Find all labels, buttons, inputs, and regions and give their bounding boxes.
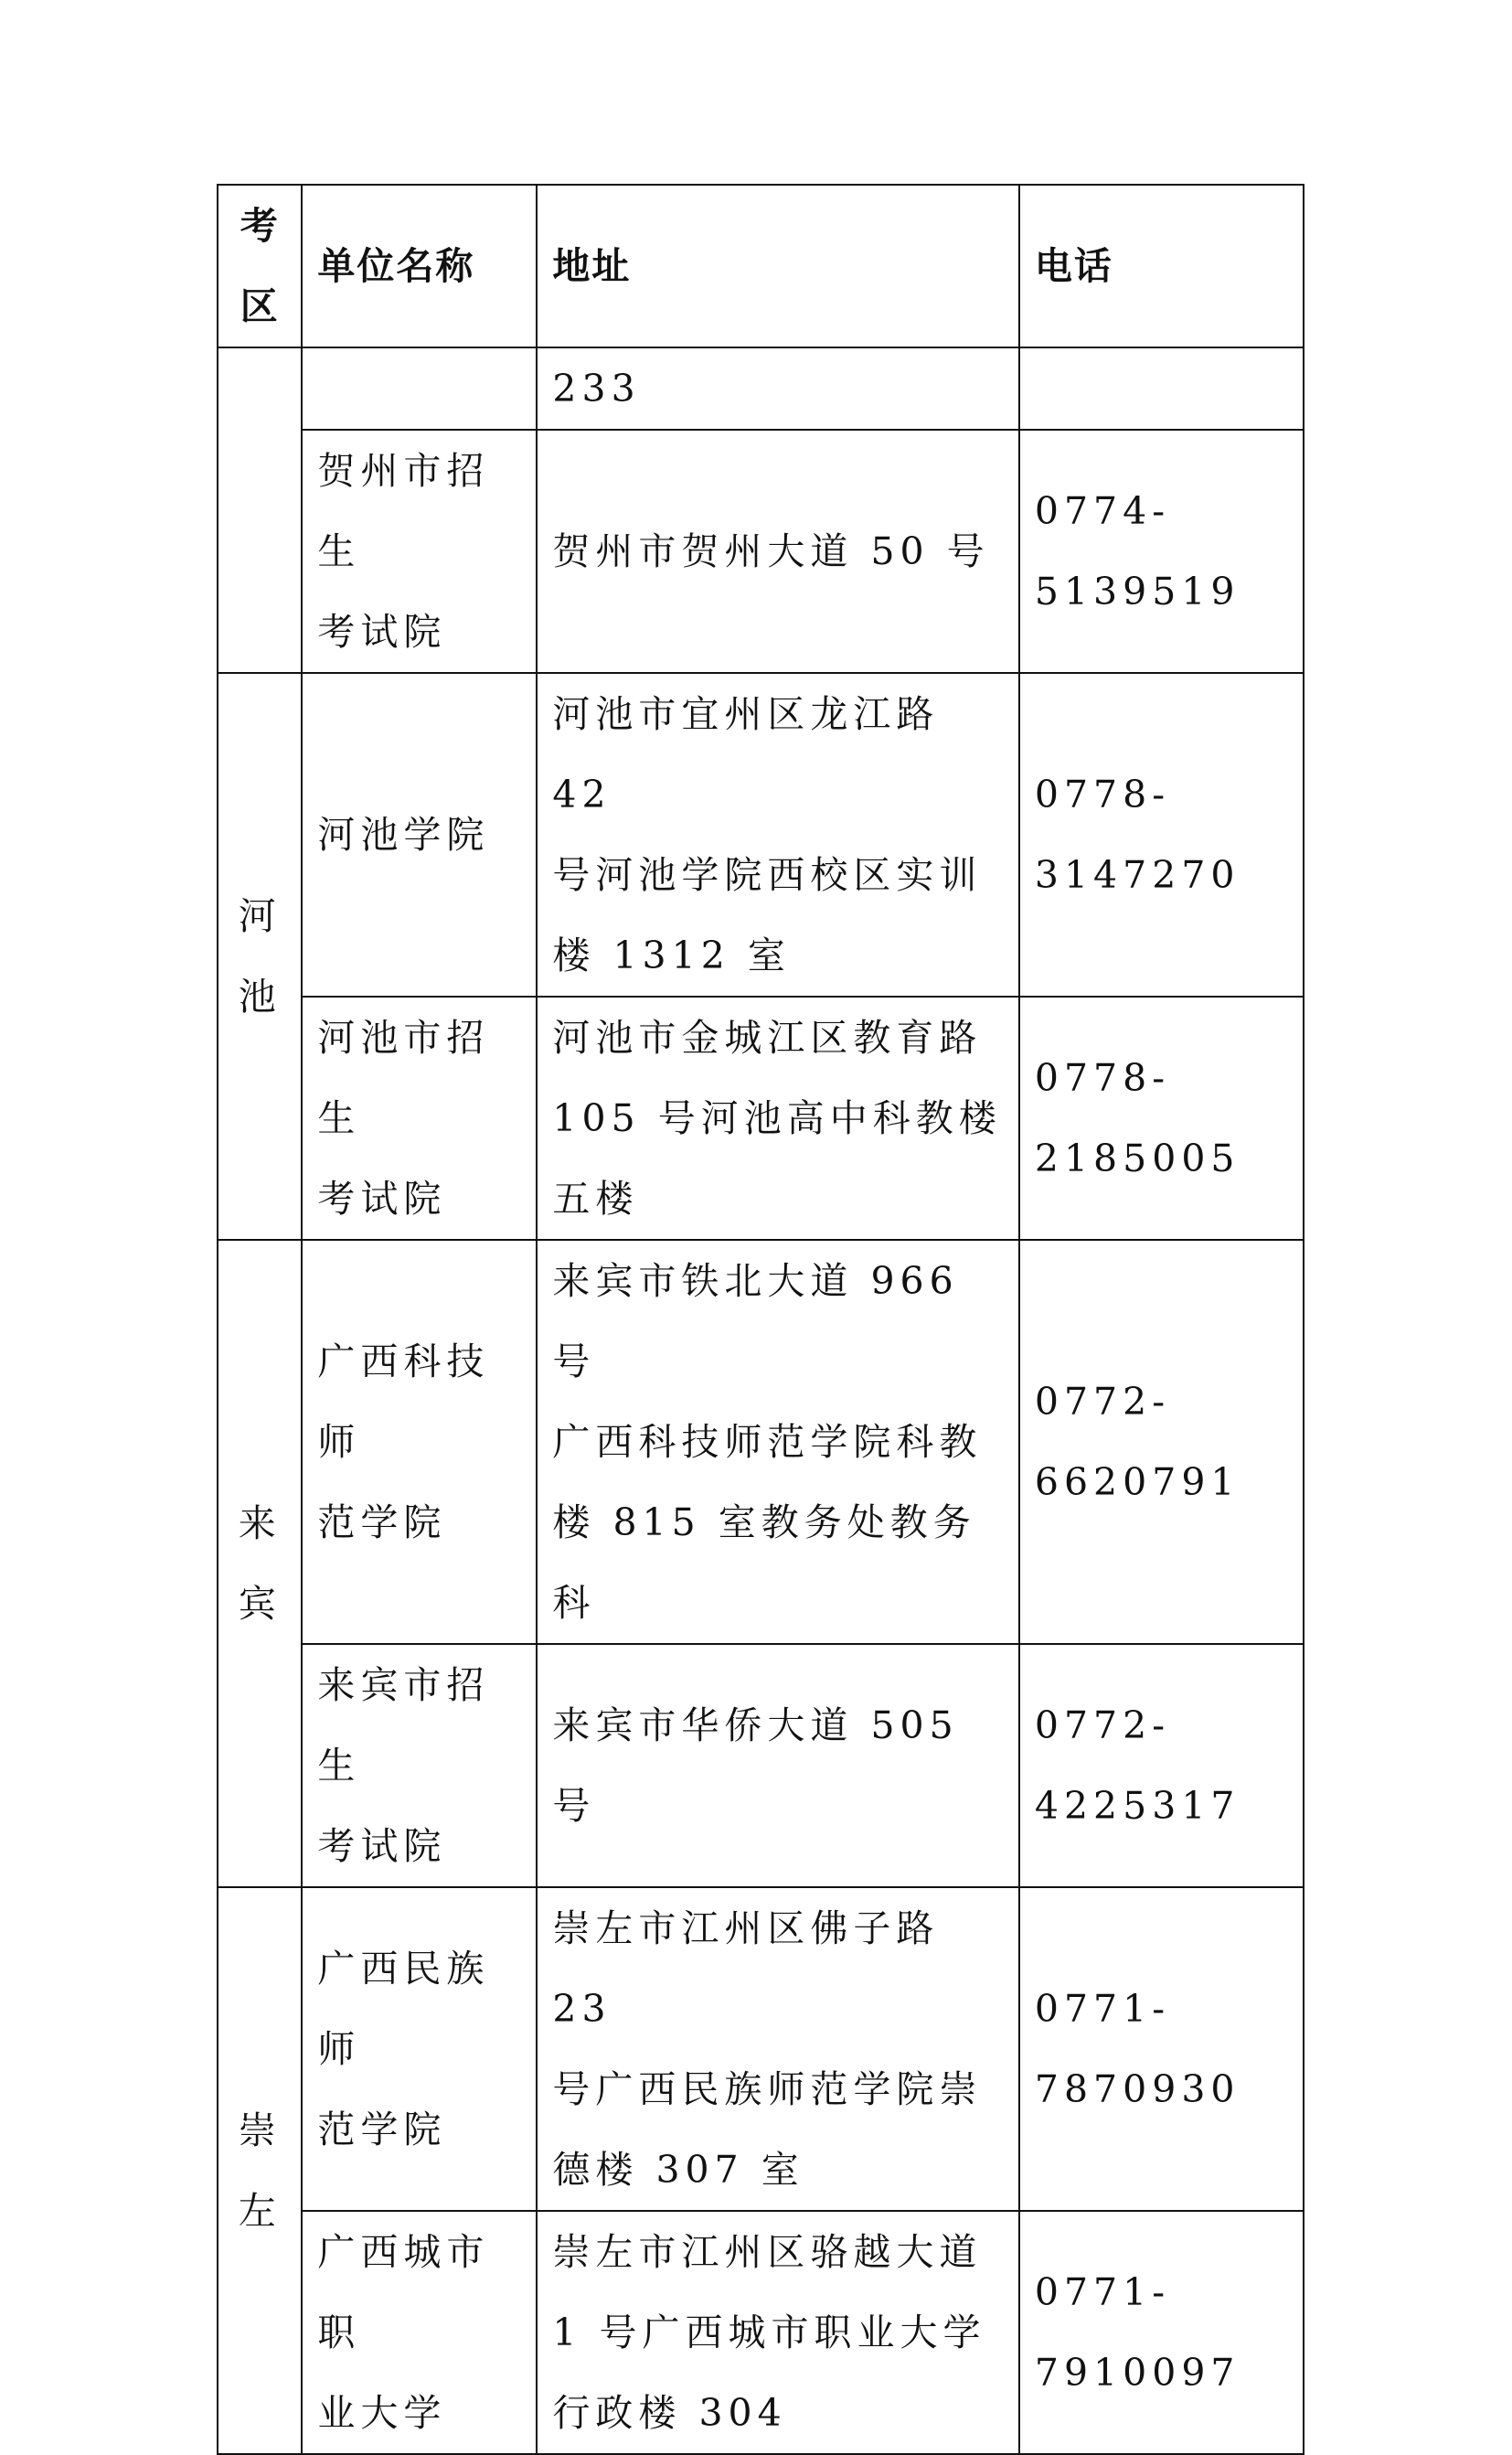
- phone-cell: 0774-5139519: [1019, 430, 1304, 673]
- table-row: [218, 673, 1304, 997]
- unit-cell: 广西科技师 范学院: [302, 1240, 537, 1644]
- address-cell: 来宾市铁北大道 966 号 广西科技师范学院科教 楼 815 室教务处教务科: [537, 1240, 1018, 1644]
- area-cell-chongzuo: 崇左: [218, 1887, 302, 2454]
- table-row: [218, 1644, 1304, 1887]
- address-cell: 河池市金城江区教育路 105 号河池高中科教楼 五楼: [537, 997, 1018, 1240]
- address-cell: 来宾市华侨大道 505 号: [537, 1644, 1018, 1887]
- header-unit-name: 单位名称: [302, 185, 537, 347]
- table-row: [218, 430, 1304, 673]
- address-cell: 崇左市江州区骆越大道 1 号广西城市职业大学 行政楼 304: [537, 2211, 1018, 2454]
- header-address: 地址: [537, 185, 1018, 347]
- header-area: 考区: [218, 185, 302, 347]
- unit-cell: 来宾市招生 考试院: [302, 1644, 537, 1887]
- area-cell-hezhou: [218, 347, 302, 673]
- unit-cell: 广西城市职 业大学: [302, 2211, 537, 2454]
- table-row: [218, 1240, 1304, 1644]
- phone-cell: 0778-2185005: [1019, 997, 1304, 1240]
- address-cell: 233: [537, 347, 1018, 430]
- phone-cell: 0771-7910097: [1019, 2211, 1304, 2454]
- table-row: [218, 2211, 1304, 2454]
- table-row: [218, 997, 1304, 1240]
- unit-cell: [302, 347, 537, 430]
- table-row: [218, 347, 1304, 430]
- unit-cell: 广西民族师 范学院: [302, 1887, 537, 2211]
- unit-cell: 河池学院: [302, 673, 537, 997]
- unit-cell: 河池市招生 考试院: [302, 997, 537, 1240]
- area-cell-hechi: 河池: [218, 673, 302, 1240]
- exam-site-table: [217, 184, 1304, 2455]
- phone-cell: 0772-6620791: [1019, 1240, 1304, 1644]
- header-phone: 电话: [1019, 185, 1304, 347]
- phone-cell: [1019, 347, 1304, 430]
- area-cell-laibin: 来宾: [218, 1240, 302, 1887]
- table-row: [218, 1887, 1304, 2211]
- phone-cell: 0771-7870930: [1019, 1887, 1304, 2211]
- address-cell: 崇左市江州区佛子路 23 号广西民族师范学院崇 德楼 307 室: [537, 1887, 1018, 2211]
- address-cell: 贺州市贺州大道 50 号: [537, 430, 1018, 673]
- table-header-row: [218, 185, 1304, 347]
- phone-cell: 0778-3147270: [1019, 673, 1304, 997]
- phone-cell: 0772-4225317: [1019, 1644, 1304, 1887]
- unit-cell: 贺州市招生 考试院: [302, 430, 537, 673]
- address-cell: 河池市宜州区龙江路 42 号河池学院西校区实训 楼 1312 室: [537, 673, 1018, 997]
